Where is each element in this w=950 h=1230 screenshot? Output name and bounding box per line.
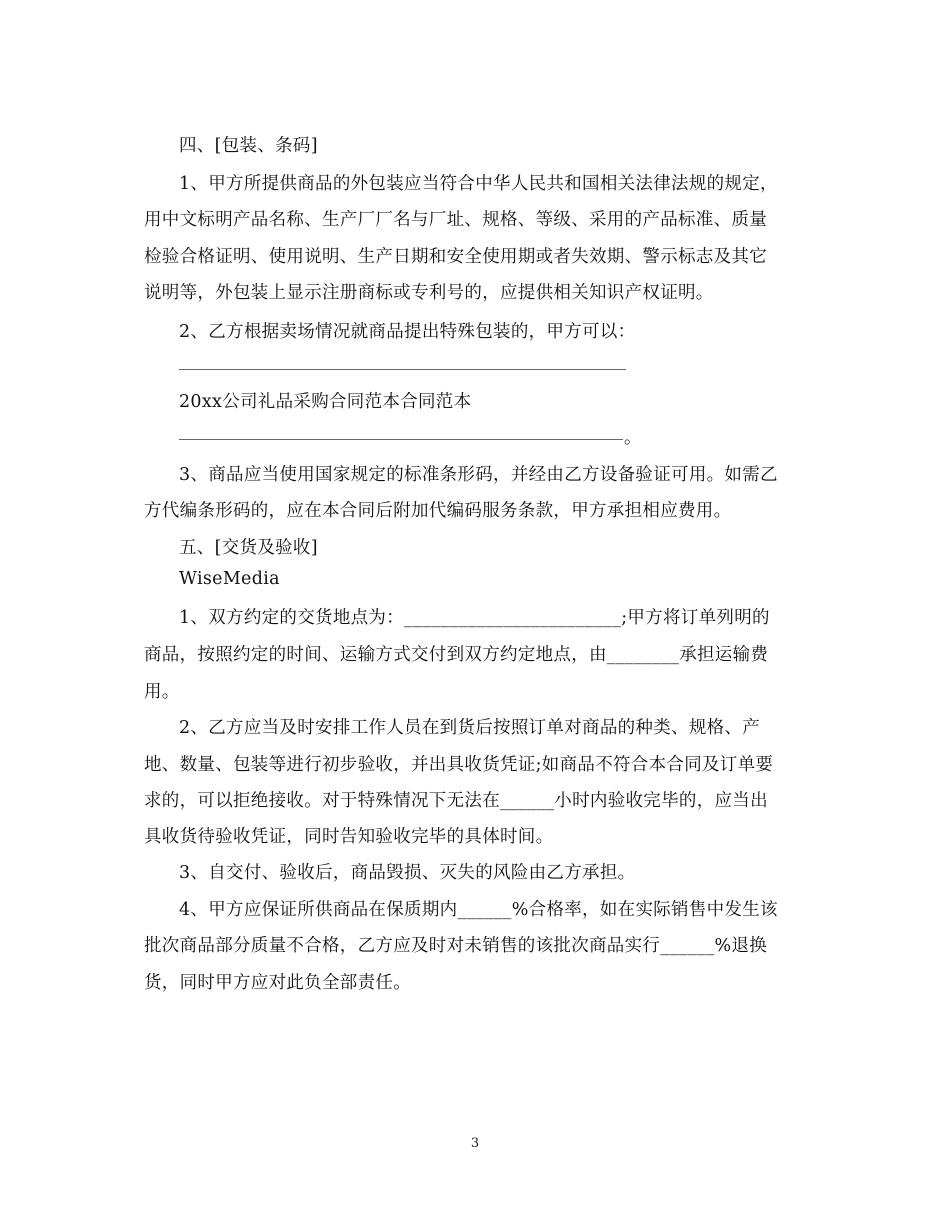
paragraph-line: 求的，可以拒绝接收。对于特殊情况下无法在______小时内验收完毕的，应当出 <box>144 791 768 811</box>
paragraph-line: 3、商品应当使用国家规定的标准条形码，并经由乙方设备验证可用。如需乙 <box>179 465 778 485</box>
paragraph-line: 批次商品部分质量不合格，乙方应及时对未销售的该批次商品实行______%退换 <box>144 936 768 956</box>
paragraph-line: 用中文标明产品名称、生产厂厂名与厂址、规格、等级、采用的产品标准、质量 <box>144 210 767 230</box>
page-number: 3 <box>470 1136 480 1151</box>
paragraph-line: 地、数量、包装等进行初步验收，并出具收货凭证;如商品不符合本合同及订单要 <box>144 755 774 775</box>
blank-fill-line <box>179 439 623 440</box>
document-title-line: 20xx公司礼品采购合同范本合同范本 <box>179 392 472 412</box>
paragraph-line: 2、乙方应当及时安排工作人员在到货后按照订单对商品的种类、规格、产 <box>179 718 761 738</box>
blank-end-period: 。 <box>624 428 642 448</box>
paragraph-line: 2、乙方根据卖场情况就商品提出特殊包装的，甲方可以： <box>179 322 636 342</box>
watermark-text: WiseMedia <box>179 569 280 589</box>
section-heading-packaging: 四、[包装、条码] <box>179 136 318 156</box>
paragraph-line: 检验合格证明、使用说明、生产日期和安全使用期或者失效期、警示标志及其它 <box>144 247 767 267</box>
section-heading-delivery: 五、[交货及验收] <box>179 538 318 558</box>
paragraph-line: 方代编条形码的，应在本合同后附加代编码服务条款，甲方承担相应费用。 <box>144 501 732 521</box>
paragraph-line: 3、自交付、验收后，商品毁损、灭失的风险由乙方承担。 <box>179 863 636 883</box>
paragraph-line: 4、甲方应保证所供商品在保质期内______%合格率，如在实际销售中发生该 <box>179 900 778 920</box>
paragraph-line: 商品，按照约定的时间、运输方式交付到双方约定地点，由________承担运输费 <box>144 645 769 665</box>
paragraph-line: 用。 <box>144 682 180 702</box>
paragraph-line: 1、双方约定的交货地点为：________________________;甲方将订单列明的 <box>179 608 770 628</box>
blank-fill-line <box>179 369 626 370</box>
paragraph-line: 货，同时甲方应对此负全部责任。 <box>144 973 411 993</box>
paragraph-line: 具收货待验收凭证，同时告知验收完毕的具体时间。 <box>144 827 554 847</box>
paragraph-line: 1、甲方所提供商品的外包装应当符合中华人民共和国相关法律法规的规定， <box>179 174 778 194</box>
paragraph-line: 说明等，外包装上显示注册商标或专利号的，应提供相关知识产权证明。 <box>144 283 714 303</box>
